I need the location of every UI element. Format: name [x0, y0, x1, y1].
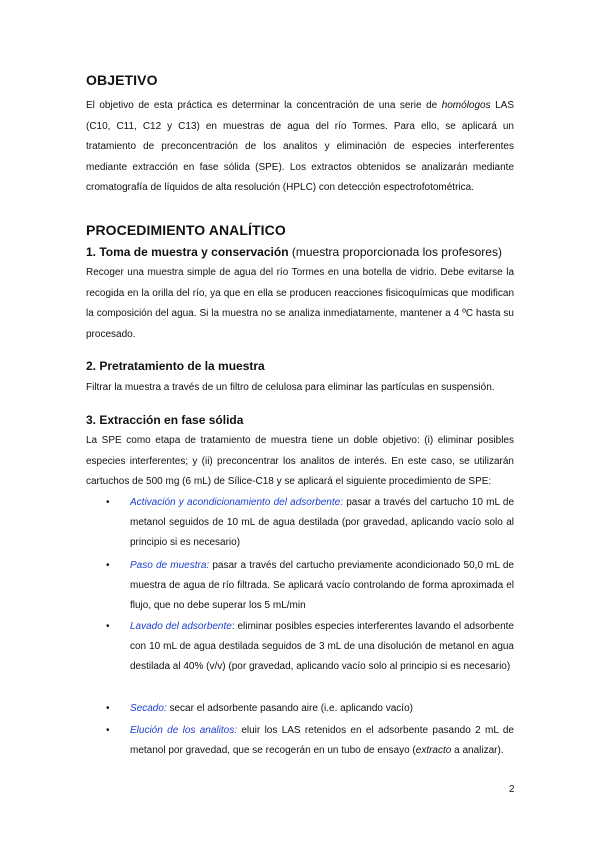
section-1-paragraph: Recoger una muestra simple de agua del río Tormes en una botella de vidrio. Debe evitarse la recogida en la orilla del río, ya que en ella se producen reacciones fisicoquímicas que modifican la composición del agua. Si la muestra no se analiza inmediatamente, mantener a 4 ºC hasta su procesado.: [86, 267, 514, 340]
section-1-subtitle: (muestra proporcionada los profesores): [288, 245, 502, 259]
objetivo-paragraph: [86, 96, 514, 199]
bullet-icon: •: [106, 703, 110, 714]
list-item: [130, 699, 514, 719]
section-1-heading: [86, 245, 502, 259]
bullet-icon: •: [106, 621, 110, 632]
list-item-text: pasar a través del cartucho 10 mL de metanol seguidos de 10 mL de agua destilada (por gravedad, aplicando vacío solo al principio si es necesario): [130, 497, 514, 548]
list-item-label: Lavado del adsorbente: [130, 621, 232, 632]
section-1-title: 1. Toma de muestra y conservación: [86, 245, 289, 259]
list-item: [130, 493, 514, 553]
section-3-heading: 3. Extracción en fase sólida: [86, 413, 244, 427]
list-item-text: : eliminar posibles especies interferentes lavando el adsorbente con 10 mL de agua destilada seguidos de 3 mL de una disolución de metanol en agua destilada al 40% (v/v) (por gravedad, aplicando vacío solo al principio si es necesario): [130, 621, 514, 672]
list-item-label: Elución de los analitos:: [130, 725, 237, 736]
procedimiento-heading: PROCEDIMIENTO ANALÍTICO: [86, 222, 286, 238]
bullet-icon: •: [106, 725, 110, 736]
list-item-text: secar el adsorbente pasando aire (i.e. aplicando vacío): [166, 703, 413, 714]
list-item-italic: extracto: [415, 745, 452, 756]
bullet-icon: •: [106, 560, 110, 571]
list-item-label: Paso de muestra:: [130, 560, 210, 571]
section-3-paragraph: La SPE como etapa de tratamiento de muestra tiene un doble objetivo: (i) eliminar posibles especies interferentes; y (ii) preconcentrar los analitos de interés. En este caso, se utilizarán cartuchos de 500 mg (6 mL) de Sílice-C18 y se aplicará el siguiente procedimiento de SPE:: [86, 435, 514, 487]
list-item-label: Activación y acondicionamiento del adsorbente:: [130, 497, 343, 508]
objetivo-heading: OBJETIVO: [86, 72, 158, 88]
list-item: [130, 721, 514, 761]
list-item: [130, 556, 514, 616]
page-number: 2: [509, 784, 515, 795]
section-2-paragraph: Filtrar la muestra a través de un filtro de celulosa para eliminar las partículas en suspensión.: [86, 382, 495, 393]
objetivo-text-italic: homólogos: [441, 100, 491, 111]
list-item-text: eluir los LAS retenidos en el adsorbente pasando 2 mL de metanol por gravedad, que se recogerán en un tubo de ensayo (: [130, 725, 514, 756]
list-item-tail: a analizar).: [451, 745, 504, 756]
section-2-heading: 2. Pretratamiento de la muestra: [86, 359, 265, 373]
objetivo-text-a: El objetivo de esta práctica es determinar la concentración de una serie de: [86, 100, 442, 111]
list-item-text: pasar a través del cartucho previamente acondicionado 50,0 mL de muestra de agua de río filtrada. Se aplicará vacío controlando de forma aproximada el flujo, que no debe superar los 5 mL/min: [130, 560, 514, 611]
bullet-icon: •: [106, 497, 110, 508]
list-item-label: Secado:: [130, 703, 167, 714]
objetivo-text-b: LAS (C10, C11, C12 y C13) en muestras de agua del río Tormes. Para ello, se aplicará un tratamiento de preconcentración de los analitos y eliminación de especies interferentes mediante extracción en fase sólida (SPE). Los extractos obtenidos se analizarán mediante cromatografía de líquidos de alta resolución (HPLC) con detección espectrofotométrica.: [86, 100, 514, 193]
list-item: [130, 617, 514, 677]
